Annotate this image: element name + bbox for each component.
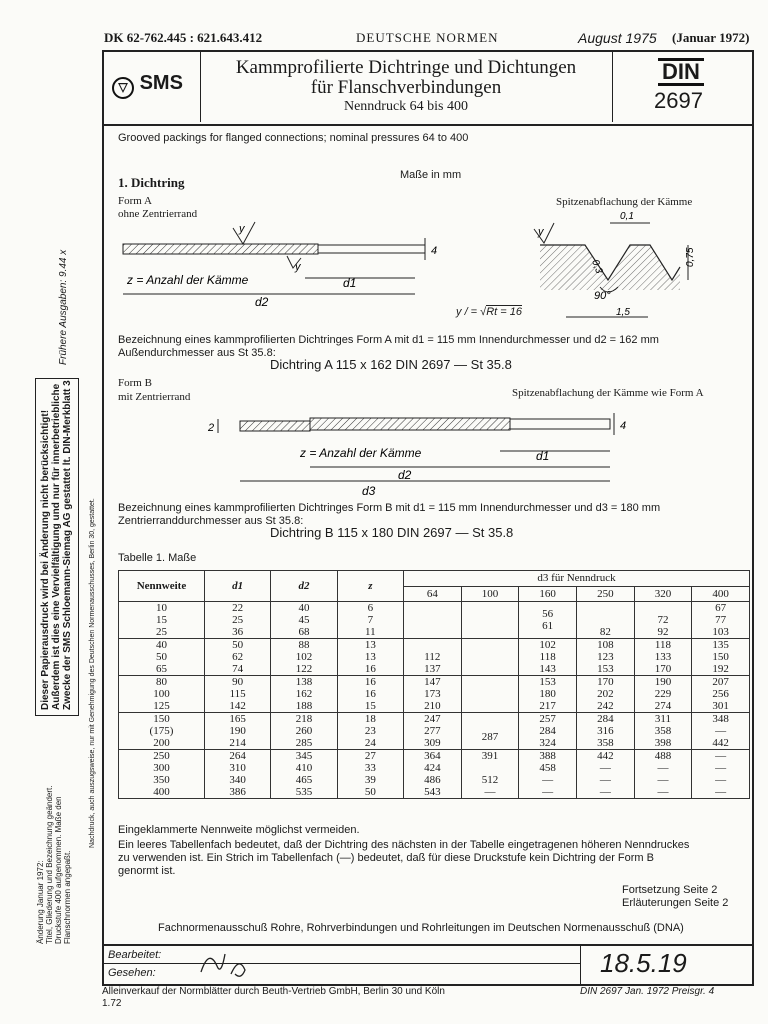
surface-y1: y: [239, 223, 245, 235]
table-row: [119, 713, 750, 750]
cell-p64: 247 277 309: [404, 713, 462, 750]
cell-d1: 165 190 214: [204, 713, 270, 750]
cell-d2: 345 410 465 535: [271, 750, 337, 799]
table-row: [119, 602, 750, 639]
aend-line-4: Flanschnormen angepaßt.: [63, 850, 72, 944]
cell-d1: 22 25 36: [204, 602, 270, 639]
table-row: [119, 750, 750, 799]
dim-d1-a: d1: [343, 276, 357, 290]
cell-p400: 348 — 442: [692, 713, 750, 750]
aend-line-3: Druckstufe 400 aufgenommen. Maße den: [54, 796, 63, 944]
cell-p160: 388 458 — —: [519, 750, 577, 799]
gesehen-label: Gesehen:: [108, 967, 156, 979]
cell-nw: 150 (175) 200: [119, 713, 205, 750]
cell-d1: 50 62 74: [204, 639, 270, 676]
ring-b-section: [310, 418, 510, 430]
continuation-2: Erläuterungen Seite 2: [622, 897, 729, 909]
form-b-label: Form B: [118, 377, 152, 389]
bez-a-code: Dichtring A 115 x 162 DIN 2697 — St 35.8: [270, 357, 512, 372]
committee: Fachnormenausschuß Rohre, Rohrverbindungen und Rohrleitungen im Deutschen Normenausschuß (DNA): [158, 922, 684, 934]
dim-four: 4: [431, 245, 438, 257]
cell-d2: 138 162 188: [271, 676, 337, 713]
margin-fruhere: Frühere Ausgaben: 9.44 x: [58, 249, 69, 365]
dim-90: 90°: [594, 290, 611, 302]
note-4: genormt ist.: [118, 865, 176, 877]
cell-p250: 284 316 358: [576, 713, 634, 750]
title-line-1: Kammprofilierte Dichtringe und Dichtungen: [235, 57, 577, 78]
dim-two: 2: [208, 422, 215, 434]
margin-nachdruck: Nachdruck, auch auszugsweise, nur mit Genehmigung des Deutschen Normenausschusses, Berlin 30, gestattet.: [89, 498, 96, 848]
roughness: [456, 306, 522, 318]
dim-03: 0,3: [589, 258, 605, 276]
cell-p64: 364 424 486 543: [404, 750, 462, 799]
section-dichtring: 1. Dichtring: [118, 175, 185, 190]
cell-p64: [404, 602, 462, 639]
th-pressure-250: 250: [576, 586, 634, 602]
sms-logo: [112, 72, 183, 99]
ring-a-section: [123, 244, 318, 254]
form-a-spitz: Spitzenabflachung der Kämme: [556, 196, 693, 208]
cell-p320: 118 133 170: [634, 639, 692, 676]
aend-line-1: Änderung Januar 1972:: [36, 860, 45, 944]
footer-right: DIN 2697 Jan. 1972 Preisgr. 4: [580, 986, 715, 997]
ring-b-body: [510, 419, 610, 429]
cell-p250: 170 202 242: [576, 676, 634, 713]
dim-d3-b: d3: [362, 484, 376, 498]
dim-d2-b: d2: [398, 468, 412, 482]
cell-nw: 40 50 65: [119, 639, 205, 676]
th-pressure-400: 400: [692, 586, 750, 602]
table-row: [119, 639, 750, 676]
issue-date: August 1975: [578, 30, 657, 46]
surface-y2: y: [295, 261, 301, 273]
cell-p160: 56 61: [519, 602, 577, 639]
din-number: 2697: [654, 88, 703, 113]
margin-stamp: [40, 380, 73, 710]
title-block: [200, 58, 612, 116]
cell-p100: 391 512 —: [461, 750, 519, 799]
cell-d1: 264 310 340 386: [204, 750, 270, 799]
english-title: Grooved packings for flanged connections; nominal pressures 64 to 400: [118, 132, 469, 144]
cell-p400: — — — —: [692, 750, 750, 799]
dim-d1-b: d1: [536, 449, 550, 463]
cell-d2: 40 45 68: [271, 602, 337, 639]
aend-line-2: Titel, Gliederung und Bezeichnung geändert.: [45, 785, 54, 944]
th-d3: d3 für Nenndruck: [404, 571, 750, 587]
cell-p320: 72 92: [634, 602, 692, 639]
z-label-a: z = Anzahl der Kämme: [127, 273, 249, 287]
th-nennweite: Nennweite: [119, 571, 205, 602]
footer-divider: [102, 963, 580, 964]
cell-z: 27 33 39 50: [337, 750, 403, 799]
dim-d2-a: d2: [255, 295, 269, 308]
cell-p100: [461, 676, 519, 713]
form-b-drawing: [200, 405, 640, 500]
th-pressure-160: 160: [519, 586, 577, 602]
din-label: DIN: [658, 58, 704, 86]
ring-b-center: [240, 421, 310, 431]
cell-p400: 67 77 103: [692, 602, 750, 639]
dk-number: DK 62-762.445 : 621.643.412: [104, 30, 263, 45]
form-a-drawing: [115, 218, 445, 308]
ring-a-body: [318, 245, 425, 253]
cell-z: 13 13 16: [337, 639, 403, 676]
dim-075: 0,75: [685, 247, 696, 267]
footer-vdivider: [580, 944, 581, 984]
deutsche-normen: DEUTSCHE NORMEN: [356, 30, 499, 45]
note-3: zu verwenden ist. Ein Strich im Tabellenfach (—) bedeutet, daß für diese Druckstufe kein Dichtring der Form B: [118, 852, 654, 864]
cell-p160: 102 118 143: [519, 639, 577, 676]
footer-sales: Alleinverkauf der Normblätter durch Beuth-Vertrieb GmbH, Berlin 30 und Köln: [102, 986, 445, 997]
cell-p320: 311 358 398: [634, 713, 692, 750]
logo-mark-icon: ▽: [112, 77, 134, 99]
bez-a-line1: Bezeichnung eines kammprofilierten Dichtringes Form A mit d1 = 115 mm Innendurchmesser und d2 = 162 mm: [118, 334, 659, 346]
form-b-sub: mit Zentrierrand: [118, 391, 191, 403]
form-a-label: Form A: [118, 195, 152, 207]
masse-note: Maße in mm: [400, 169, 462, 181]
cell-p400: 135 150 192: [692, 639, 750, 676]
cell-nw: 250 300 350 400: [119, 750, 205, 799]
continuation-1: Fortsetzung Seite 2: [622, 884, 718, 896]
dimension-table: [118, 570, 750, 799]
signature: [195, 946, 265, 982]
cell-p160: 153 180 217: [519, 676, 577, 713]
cell-nw: 10 15 25: [119, 602, 205, 639]
cell-p250: 442 — — —: [576, 750, 634, 799]
comb-detail-drawing: [530, 205, 710, 325]
cell-p100: [461, 639, 519, 676]
th-pressure-320: 320: [634, 586, 692, 602]
cell-p400: 207 256 301: [692, 676, 750, 713]
stamp-line-3: Zwecke der SMS Schloemann-Siemag AG gestattet lt. DIN-Merkblatt 3: [62, 380, 73, 710]
dim-01: 0,1: [620, 211, 634, 222]
form-b-spitz: Spitzenabflachung der Kämme wie Form A: [512, 387, 704, 399]
note-1: Eingeklammerte Nennweite möglichst vermeiden.: [118, 824, 360, 836]
dim-four-b: 4: [620, 420, 627, 432]
cell-z: 16 16 15: [337, 676, 403, 713]
cell-z: 6 7 11: [337, 602, 403, 639]
cell-p250: 108 123 153: [576, 639, 634, 676]
stamp-line-2: Außerdem ist dies eine Vervielfältigung und nur für innerbetriebliche: [51, 383, 62, 710]
table-caption: Tabelle 1. Maße: [118, 552, 197, 564]
note-2: Ein leeres Tabellenfach bedeutet, daß der Dichtring des nächsten in der Tabelle eingetragenen höheren Nenndruckes: [118, 839, 690, 851]
form-a-sub: ohne Zentrierrand: [118, 208, 198, 220]
z-label-b: z = Anzahl der Kämme: [300, 446, 422, 460]
th-pressure-100: 100: [461, 586, 519, 602]
cell-p320: 488 — — —: [634, 750, 692, 799]
cell-nw: 80 100 125: [119, 676, 205, 713]
table-row: [119, 676, 750, 713]
roughness-y: y: [456, 306, 462, 318]
th-d1: d1: [204, 571, 270, 602]
th-z: z: [337, 571, 403, 602]
logo-text: SMS: [139, 72, 183, 94]
cell-p160: 257 284 324: [519, 713, 577, 750]
margin-aenderung: [36, 786, 72, 944]
cell-p250: 82: [576, 602, 634, 639]
th-d2: d2: [271, 571, 337, 602]
cell-p64: 112 137: [404, 639, 462, 676]
cell-p100: 287: [461, 713, 519, 750]
dim-15: 1,5: [616, 307, 630, 318]
title-subtitle: Nenndruck 64 bis 400: [343, 99, 469, 114]
previous-date: (Januar 1972): [672, 30, 750, 45]
footer-code: 1.72: [102, 998, 122, 1009]
cell-p100: [461, 602, 519, 639]
stamp-line-1: Dieser Papierausdruck wird bei Änderung nicht berücksichtigt!: [40, 409, 51, 710]
roughness-eq: / = √: [464, 306, 487, 318]
cell-d1: 90 115 142: [204, 676, 270, 713]
cell-p64: 147 173 210: [404, 676, 462, 713]
cell-p320: 190 229 274: [634, 676, 692, 713]
title-line-2: für Flanschverbindungen: [310, 77, 502, 98]
cell-d2: 88 102 122: [271, 639, 337, 676]
th-pressure-64: 64: [404, 586, 462, 602]
bez-b-code: Dichtring B 115 x 180 DIN 2697 — St 35.8: [270, 525, 514, 540]
bearbeitet-label: Bearbeitet:: [108, 949, 162, 961]
bez-b-line1: Bezeichnung eines kammprofilierten Dichtringes Form B mit d1 = 115 mm Innendurchmesser und d3 = 180 mm: [118, 502, 661, 514]
cell-d2: 218 260 285: [271, 713, 337, 750]
bez-b-line2: Zentrierranddurchmesser aus St 35.8:: [118, 515, 304, 527]
surface-y3: y: [538, 226, 544, 238]
bez-a-line2: Außendurchmesser aus St 35.8:: [118, 347, 276, 359]
cell-z: 18 23 24: [337, 713, 403, 750]
roughness-rt: Rt = 16: [486, 306, 522, 318]
handwritten-date: 18.5.19: [600, 948, 687, 978]
